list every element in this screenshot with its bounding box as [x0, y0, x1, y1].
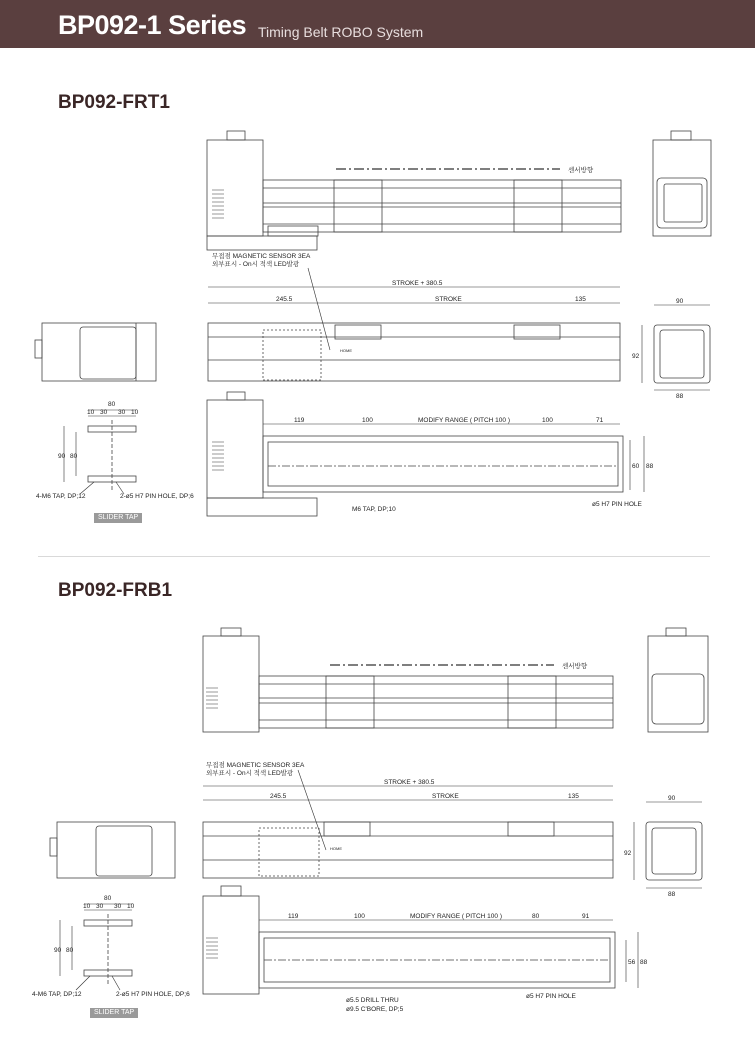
svg-text:30: 30 — [100, 409, 108, 416]
svg-text:30: 30 — [114, 903, 122, 910]
svg-text:71: 71 — [596, 417, 604, 424]
svg-text:10: 10 — [131, 409, 139, 416]
section-title-frt1: BP092-FRT1 — [58, 92, 170, 113]
svg-text:90: 90 — [54, 947, 62, 954]
svg-text:ø5 H7 PIN HOLE: ø5 H7 PIN HOLE — [592, 501, 642, 508]
svg-text:92: 92 — [632, 353, 640, 360]
svg-text:88: 88 — [646, 463, 654, 470]
svg-text:92: 92 — [624, 850, 632, 857]
svg-text:135: 135 — [575, 296, 586, 303]
svg-text:90: 90 — [668, 795, 676, 802]
svg-text:STROKE: STROKE — [432, 793, 459, 800]
section-title-frb1: BP092-FRB1 — [58, 580, 173, 601]
svg-text:STROKE + 380.5: STROKE + 380.5 — [392, 280, 443, 287]
direction-label: 센서방향 — [568, 167, 594, 174]
svg-text:센서방향: 센서방향 — [562, 663, 588, 670]
svg-text:외부표시 - On시 적색 LED발광: 외부표시 - On시 적색 LED발광 — [212, 261, 300, 268]
svg-text:100: 100 — [542, 417, 553, 424]
svg-text:MODIFY RANGE ( PITCH 100 ): MODIFY RANGE ( PITCH 100 ) — [418, 417, 510, 424]
svg-text:ø9.5 C'BORE, DP;5: ø9.5 C'BORE, DP;5 — [346, 1006, 404, 1013]
svg-text:30: 30 — [118, 409, 126, 416]
svg-text:119: 119 — [294, 417, 305, 424]
svg-text:88: 88 — [640, 959, 648, 966]
svg-text:STROKE + 380.5: STROKE + 380.5 — [384, 779, 435, 786]
svg-text:80: 80 — [66, 947, 74, 954]
svg-text:245.5: 245.5 — [276, 296, 293, 303]
svg-text:2-ø5 H7 PIN HOLE, DP;6: 2-ø5 H7 PIN HOLE, DP;6 — [120, 493, 194, 500]
svg-text:88: 88 — [668, 891, 676, 898]
svg-text:80: 80 — [532, 913, 540, 920]
svg-text:HOME: HOME — [330, 846, 342, 851]
svg-text:56: 56 — [628, 959, 636, 966]
svg-text:60: 60 — [632, 463, 640, 470]
svg-text:30: 30 — [96, 903, 104, 910]
svg-text:2-ø5 H7 PIN HOLE, DP;6: 2-ø5 H7 PIN HOLE, DP;6 — [116, 991, 190, 998]
svg-text:4-M6 TAP, DP;12: 4-M6 TAP, DP;12 — [36, 493, 86, 500]
svg-text:HOME: HOME — [340, 348, 352, 353]
svg-text:245.5: 245.5 — [270, 793, 287, 800]
svg-text:135: 135 — [568, 793, 579, 800]
svg-text:STROKE: STROKE — [435, 296, 462, 303]
svg-text:100: 100 — [362, 417, 373, 424]
svg-text:88: 88 — [676, 393, 684, 400]
svg-text:M6 TAP, DP;10: M6 TAP, DP;10 — [352, 506, 396, 513]
svg-text:10: 10 — [87, 409, 95, 416]
svg-text:10: 10 — [127, 903, 135, 910]
svg-text:90: 90 — [58, 453, 66, 460]
svg-text:무접점 MAGNETIC SENSOR 3EA: 무접점 MAGNETIC SENSOR 3EA — [206, 762, 305, 769]
svg-text:80: 80 — [70, 453, 78, 460]
svg-text:외부표시 - On시 적색 LED발광: 외부표시 - On시 적색 LED발광 — [206, 770, 294, 777]
svg-text:80: 80 — [104, 895, 112, 902]
svg-text:80: 80 — [108, 401, 116, 408]
slider-tap-tag: SLIDER TAP — [94, 513, 142, 523]
svg-text:4-M6 TAP, DP;12: 4-M6 TAP, DP;12 — [32, 991, 82, 998]
svg-text:MODIFY RANGE ( PITCH 100 ): MODIFY RANGE ( PITCH 100 ) — [410, 913, 502, 920]
series-title: BP092-1 Series — [58, 10, 247, 40]
svg-text:100: 100 — [354, 913, 365, 920]
svg-text:ø5 H7 PIN HOLE: ø5 H7 PIN HOLE — [526, 993, 576, 1000]
svg-text:119: 119 — [288, 913, 299, 920]
svg-text:90: 90 — [676, 298, 684, 305]
svg-text:10: 10 — [83, 903, 91, 910]
svg-text:91: 91 — [582, 913, 590, 920]
slider-tap-tag: SLIDER TAP — [90, 1008, 138, 1018]
svg-text:ø5.5 DRILL THRU: ø5.5 DRILL THRU — [346, 997, 399, 1004]
svg-text:무접점 MAGNETIC SENSOR 3EA: 무접점 MAGNETIC SENSOR 3EA — [212, 253, 311, 260]
series-subtitle: Timing Belt ROBO System — [258, 24, 424, 40]
